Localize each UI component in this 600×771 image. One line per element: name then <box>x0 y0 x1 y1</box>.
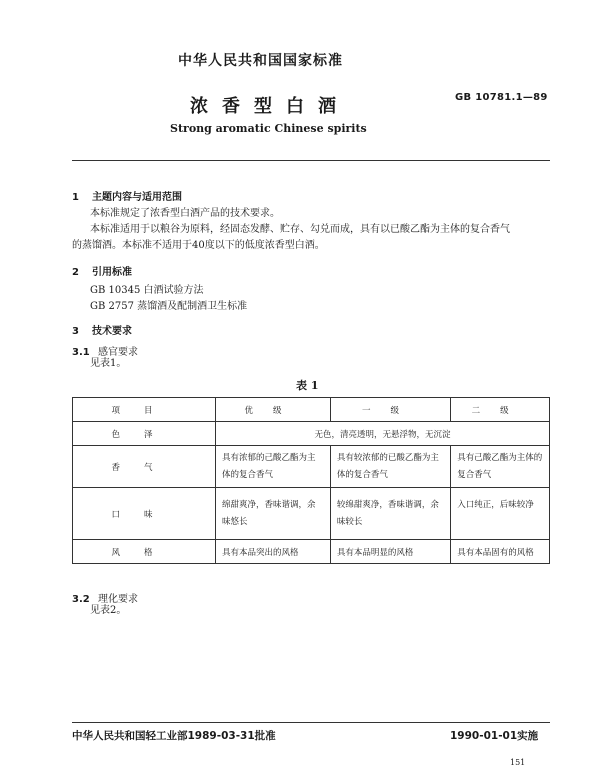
section-number: 3.1 <box>72 347 90 358</box>
table-row <box>73 446 550 488</box>
footer-divider <box>72 722 550 723</box>
document-title-english: Strong aromatic Chinese spirits <box>170 122 367 135</box>
header-first-grade: 一级 <box>330 398 450 422</box>
section-number: 1 <box>72 192 79 203</box>
section-2-heading <box>72 263 132 278</box>
cell-taste-first: 较绵甜爽净，香味谐调，余味较长 <box>330 488 450 540</box>
table-caption: 表 1 <box>296 379 319 392</box>
row-item-color: 色泽 <box>73 422 216 446</box>
issuing-organization: 中华人民共和国国家标准 <box>178 53 343 69</box>
document-title: 浓香型白酒 <box>190 96 350 117</box>
cell-color-all-grades: 无色，清亮透明，无悬浮物，无沉淀 <box>216 422 550 446</box>
header-divider <box>72 160 550 161</box>
section-number: 3 <box>72 326 79 337</box>
cell-taste-premium: 绵甜爽净，香味谐调，余味悠长 <box>216 488 331 540</box>
standard-number: GB 10781.1—89 <box>455 92 548 103</box>
section-1-paragraph-2-cont: 的蒸馏酒。本标准不适用于40度以下的低度浓香型白酒。 <box>72 240 325 251</box>
row-item-style: 风格 <box>73 540 216 564</box>
cell-style-premium: 具有本品突出的风格 <box>216 540 331 564</box>
approval-statement: 中华人民共和国轻工业部1989-03-31批准 <box>72 730 276 742</box>
section-title: 感官要求 <box>98 347 138 358</box>
row-item-aroma: 香气 <box>73 446 216 488</box>
row-item-taste: 口味 <box>73 488 216 540</box>
header-premium-grade: 优级 <box>216 398 331 422</box>
cell-aroma-premium: 具有浓郁的己酸乙酯为主体的复合香气 <box>216 446 331 488</box>
page-number: 151 <box>510 758 526 767</box>
section-title: 技术要求 <box>92 326 132 337</box>
table-header-row <box>73 398 550 422</box>
section-number: 3.2 <box>72 594 90 605</box>
cell-style-first: 具有本品明显的风格 <box>330 540 450 564</box>
section-1-paragraph-2: 本标准适用于以粮谷为原料，经固态发酵、贮存、勾兑而成，具有以已酸乙酯为主体的复合香气 <box>90 224 510 235</box>
section-number: 2 <box>72 267 79 278</box>
table-row <box>73 540 550 564</box>
section-1-heading <box>72 188 182 203</box>
section-3-heading <box>72 322 132 337</box>
section-1-paragraph-1: 本标准规定了浓香型白酒产品的技术要求。 <box>90 208 280 219</box>
header-item: 项目 <box>73 398 216 422</box>
sensory-requirements-table <box>72 397 550 564</box>
table-row <box>73 488 550 540</box>
table-row <box>73 422 550 446</box>
header-second-grade: 二级 <box>451 398 550 422</box>
section-title: 主题内容与适用范围 <box>92 192 182 203</box>
section-title: 理化要求 <box>98 594 138 605</box>
section-3-2-text: 见表2。 <box>90 605 127 616</box>
section-3-1-text: 见表1。 <box>90 358 127 369</box>
implementation-date: 1990-01-01实施 <box>450 730 539 742</box>
reference-2: GB 2757 蒸馏酒及配制酒卫生标准 <box>90 301 248 312</box>
cell-style-second: 具有本品固有的风格 <box>451 540 550 564</box>
reference-1: GB 10345 白酒试验方法 <box>90 285 204 296</box>
cell-taste-second: 入口纯正，后味较净 <box>451 488 550 540</box>
cell-aroma-first: 具有较浓郁的已酸乙酯为主体的复合香气 <box>330 446 450 488</box>
section-title: 引用标准 <box>92 267 132 278</box>
cell-aroma-second: 具有己酸乙酯为主体的复合香气 <box>451 446 550 488</box>
